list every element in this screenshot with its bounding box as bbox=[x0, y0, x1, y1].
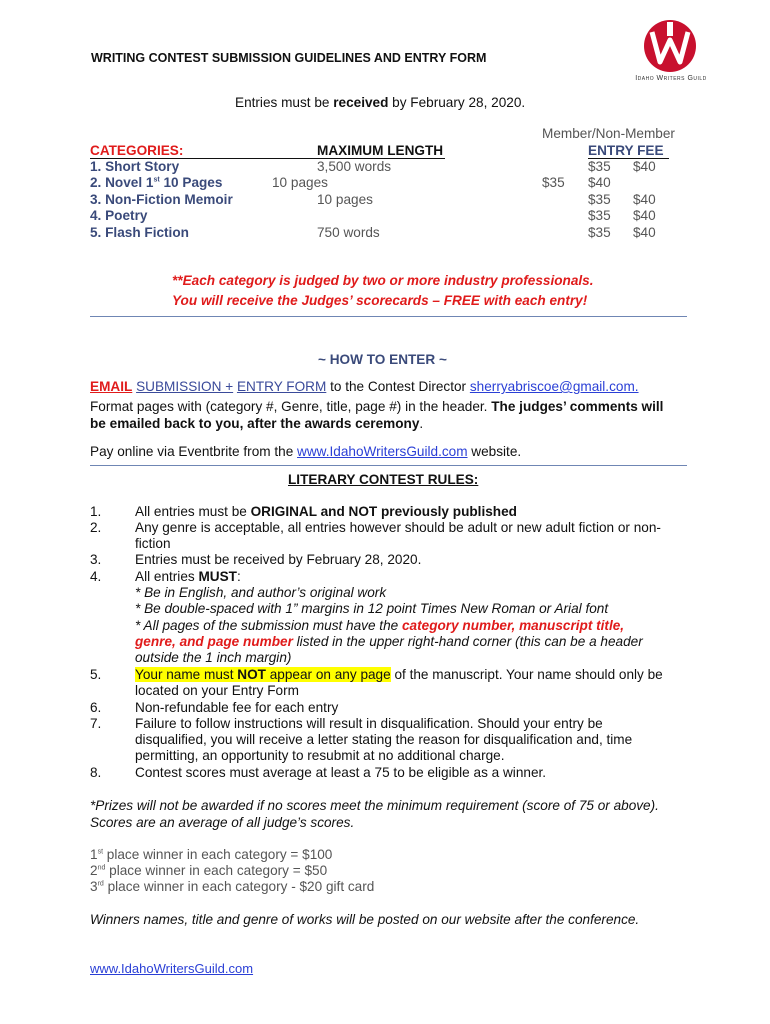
col-categories: CATEGORIES: bbox=[90, 143, 184, 158]
rule-2-line2: fiction bbox=[135, 536, 171, 551]
rule-6: Non-refundable fee for each entry bbox=[135, 700, 339, 715]
rule-5-line1: Your name must NOT appear on any page of the manuscript. Your name should only be bbox=[135, 667, 663, 682]
pay-online-line: Pay online via Eventbrite from the www.IdahoWritersGuild.com website. bbox=[90, 444, 522, 459]
member-nonmember-label: Member/Non-Member bbox=[542, 126, 675, 141]
rule-number: 8. bbox=[90, 765, 102, 780]
rule-7-line2: disqualified, you will receive a letter stating the reason for disqualification and, time bbox=[135, 732, 633, 747]
rule-1: All entries must be ORIGINAL and NOT previously published bbox=[135, 504, 517, 519]
rule-number: 3. bbox=[90, 552, 102, 567]
fee-nonmember-flash-fiction: $40 bbox=[633, 225, 656, 240]
category-poetry: 4. Poetry bbox=[90, 208, 148, 223]
fee-member-flash-fiction: $35 bbox=[588, 225, 611, 240]
fee-member-poetry: $35 bbox=[588, 208, 611, 223]
deadline-received: received bbox=[333, 95, 389, 110]
divider-1 bbox=[90, 316, 687, 317]
length-short-story: 3,500 words bbox=[317, 159, 392, 174]
prize-second: 2nd place winner in each category = $50 bbox=[90, 863, 328, 878]
entry-form-link[interactable]: ENTRY FORM bbox=[236, 379, 327, 394]
footer-website-link[interactable]: www.IdahoWritersGuild.com bbox=[90, 961, 254, 976]
fee-nonmember-novel: $40 bbox=[588, 175, 611, 190]
rule-4-english: * Be in English, and author’s original work bbox=[135, 585, 387, 600]
rule-8: Contest scores must average at least a 75 to be eligible as a winner. bbox=[135, 765, 547, 780]
length-memoir: 10 pages bbox=[317, 192, 373, 207]
rule-2-line1: Any genre is acceptable, all entries however should be adult or new adult fiction or non- bbox=[135, 520, 661, 535]
category-memoir: 3. Non-Fiction Memoir bbox=[90, 192, 233, 207]
prizes-note-line1: *Prizes will not be awarded if no scores meet the minimum requirement (score of 75 or above). bbox=[90, 798, 659, 813]
rule-number: 2. bbox=[90, 520, 102, 535]
website-link[interactable]: www.IdahoWritersGuild.com bbox=[297, 444, 468, 459]
email-instruction-line bbox=[90, 379, 639, 394]
prize-first: 1st place winner in each category = $100 bbox=[90, 847, 333, 862]
fee-member-novel: $35 bbox=[542, 175, 565, 190]
how-to-enter-heading: ~ HOW TO ENTER ~ bbox=[318, 352, 447, 367]
fee-nonmember-memoir: $40 bbox=[633, 192, 656, 207]
prizes-note-line2: Scores are an average of all judge’s scores. bbox=[90, 815, 355, 830]
winners-note: Winners names, title and genre of works will be posted on our website after the conference. bbox=[90, 912, 640, 927]
email-label: EMAIL bbox=[90, 379, 133, 394]
rule-7-line1: Failure to follow instructions will result in disqualification. Should your entry be bbox=[135, 716, 603, 731]
logo-emblem-icon bbox=[630, 18, 710, 74]
rule-4: All entries MUST: bbox=[135, 569, 241, 584]
rule-number: 5. bbox=[90, 667, 102, 682]
category-flash-fiction: 5. Flash Fiction bbox=[90, 225, 189, 240]
rule-number: 7. bbox=[90, 716, 102, 731]
col-max-length: MAXIMUM LENGTH bbox=[317, 143, 444, 158]
rule-number: 1. bbox=[90, 504, 102, 519]
divider-2 bbox=[90, 465, 687, 466]
rule-5-line2: located on your Entry Form bbox=[135, 683, 299, 698]
page-title: WRITING CONTEST SUBMISSION GUIDELINES AND ENTRY FORM bbox=[91, 51, 487, 65]
format-instruction-line1: Format pages with (category #, Genre, title, page #) in the header. The judges’ comments will bbox=[90, 399, 664, 414]
length-novel: 10 pages bbox=[272, 175, 328, 190]
idaho-writers-guild-logo bbox=[630, 18, 710, 88]
director-email-link[interactable]: sherryabriscoe@gmail.com. bbox=[469, 379, 639, 394]
deadline-pre: Entries must be bbox=[235, 95, 334, 110]
rule-7-line3: permitting, an opportunity to resubmit at no additional charge. bbox=[135, 748, 505, 763]
rules-heading: LITERARY CONTEST RULES: bbox=[288, 472, 479, 487]
rule-number: 6. bbox=[90, 700, 102, 715]
rule-4-spacing: * Be double-spaced with 1” margins in 12 point Times New Roman or Arial font bbox=[135, 601, 609, 616]
fee-nonmember-short-story: $40 bbox=[633, 159, 656, 174]
to-director-text: to the Contest Director bbox=[326, 379, 470, 394]
deadline-post: by February 28, 2020. bbox=[388, 95, 526, 110]
deadline-line bbox=[235, 95, 525, 110]
fee-member-memoir: $35 bbox=[588, 192, 611, 207]
judging-note-line2: You will receive the Judges’ scorecards – FREE with each entry! bbox=[172, 293, 588, 308]
category-short-story: 1. Short Story bbox=[90, 159, 180, 174]
rule-4-header-line2: genre, and page number listed in the upper right-hand corner (this can be a header bbox=[135, 634, 643, 649]
rule-3: Entries must be received by February 28, 2020. bbox=[135, 552, 422, 567]
prize-third: 3rd place winner in each category - $20 gift card bbox=[90, 879, 375, 894]
rule-number: 4. bbox=[90, 569, 102, 584]
length-flash-fiction: 750 words bbox=[317, 225, 380, 240]
fee-member-short-story: $35 bbox=[588, 159, 611, 174]
rule-4-header-line1: * All pages of the submission must have the category number, manuscript title, bbox=[135, 618, 625, 633]
col-entry-fee: ENTRY FEE bbox=[588, 143, 664, 158]
rule-4-header-line3: outside the 1 inch margin) bbox=[135, 650, 292, 665]
category-novel: 2. Novel 1st 10 Pages bbox=[90, 175, 223, 190]
submission-link[interactable]: SUBMISSION + bbox=[136, 379, 234, 394]
format-instruction-line2: be emailed back to you, after the awards ceremony. bbox=[90, 416, 424, 431]
judging-note-line1: **Each category is judged by two or more industry professionals. bbox=[172, 273, 594, 288]
fee-nonmember-poetry: $40 bbox=[633, 208, 656, 223]
logo-text: Idaho Writers Guild bbox=[635, 75, 707, 82]
